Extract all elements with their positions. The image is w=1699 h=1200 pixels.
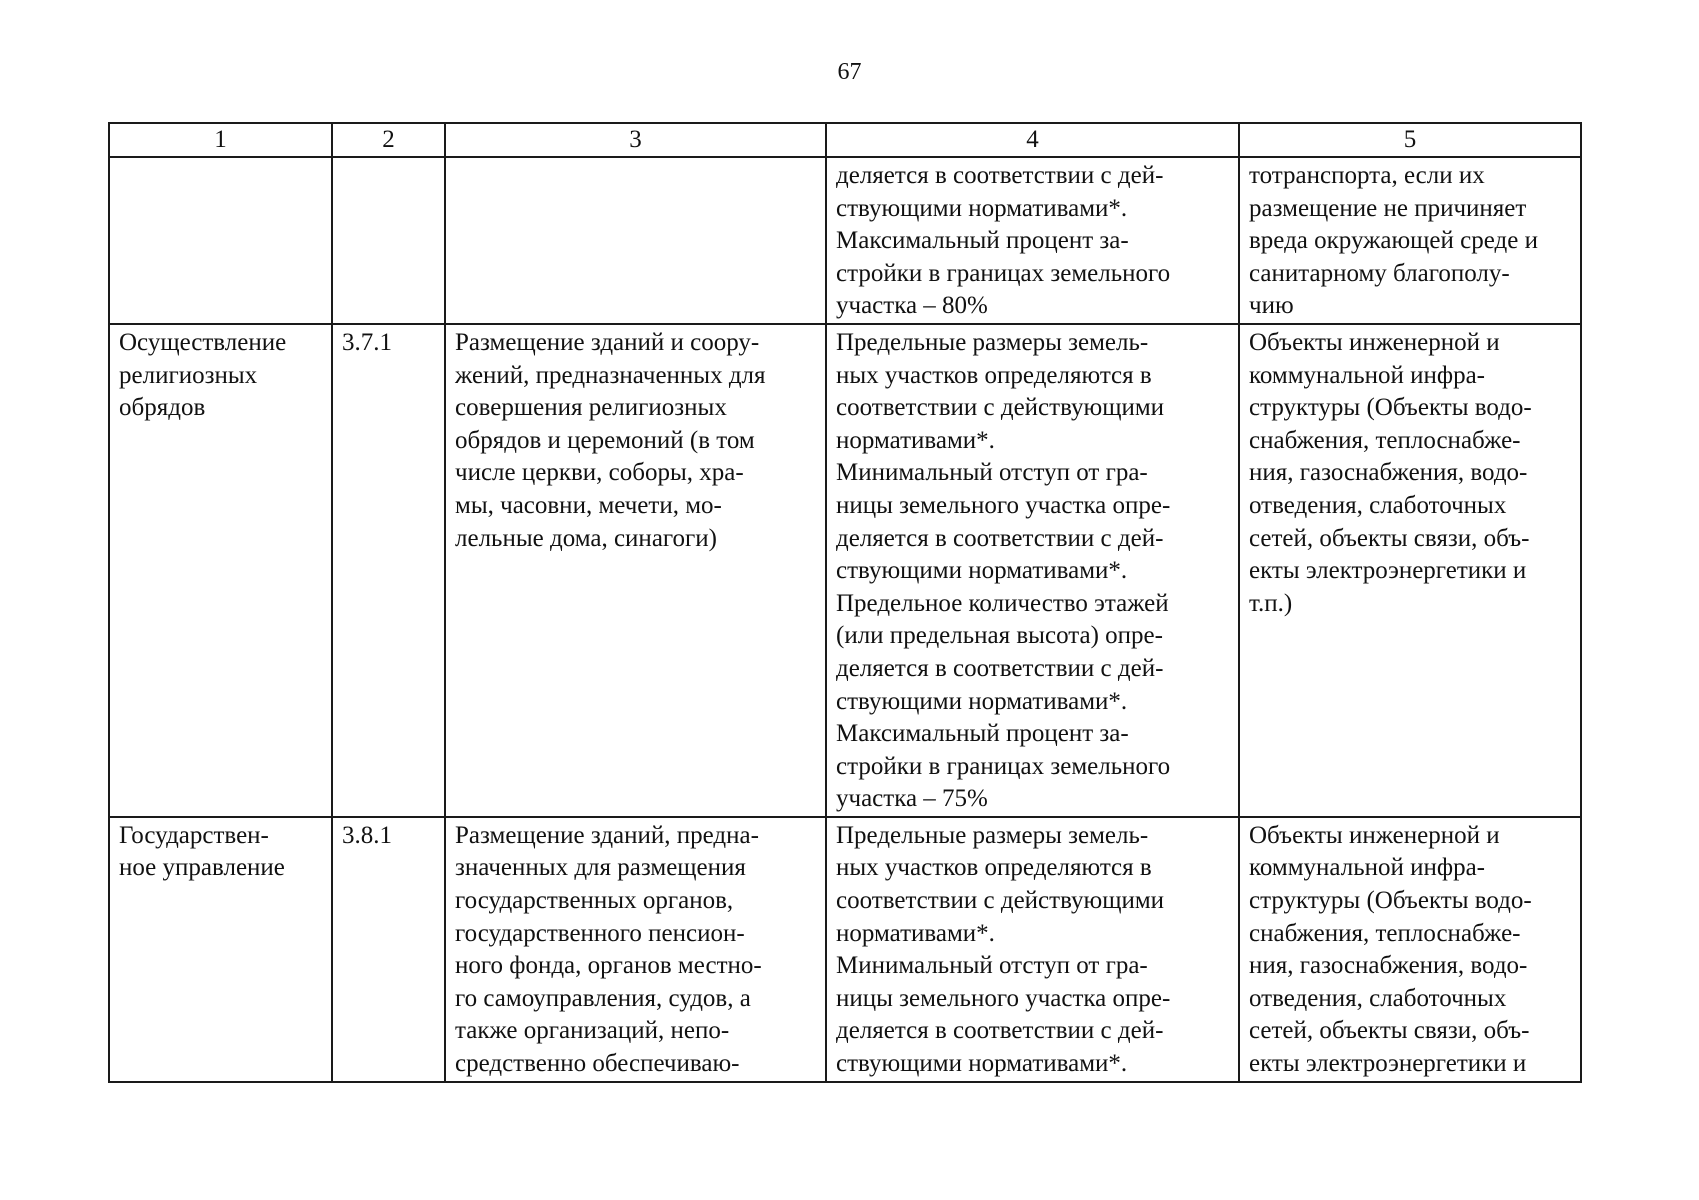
- land-use-description-cell: [445, 157, 826, 324]
- land-use-description-cell: Размещение зданий, предна- значенных для размещения государственных органов, государственного пенсион- ного фонда, органов местно- го самоуправления, судов, а также организаций, непо- средственно обеспечиваю-: [445, 817, 826, 1082]
- parameters-cell: деляется в соответствии с дей- ствующими нормативами*. Максимальный процент за- стройки в границах земельного участка – 80%: [826, 157, 1239, 324]
- land-use-code-cell: 3.8.1: [332, 817, 445, 1082]
- table-row: [109, 157, 1581, 324]
- page-number: 67: [837, 59, 862, 85]
- permitted-objects-cell: Объекты инженерной и коммунальной инфра- структуры (Объекты водо- снабжения, теплоснабже- ния, газоснабжения, водо- отведения, слаботочных сетей, объекты связи, объ- екты электроэнергетики и т.п.): [1239, 324, 1581, 817]
- land-use-name-cell: [109, 157, 332, 324]
- table-row: [109, 324, 1581, 817]
- land-use-table: [108, 122, 1582, 1083]
- land-use-code-cell: 3.7.1: [332, 324, 445, 817]
- column-header-1: 1: [109, 123, 332, 157]
- permitted-objects-cell: Объекты инженерной и коммунальной инфра- структуры (Объекты водо- снабжения, теплоснабже- ния, газоснабжения, водо- отведения, слаботочных сетей, объекты связи, объ- екты электроэнергетики и: [1239, 817, 1581, 1082]
- land-use-name-cell: Государствен- ное управление: [109, 817, 332, 1082]
- land-use-name-cell: Осуществление религиозных обрядов: [109, 324, 332, 817]
- table-header-row: [109, 123, 1581, 157]
- column-header-2: 2: [332, 123, 445, 157]
- table-row: [109, 817, 1581, 1082]
- permitted-objects-cell: тотранспорта, если их размещение не причиняет вреда окружающей среде и санитарному благополу- чию: [1239, 157, 1581, 324]
- parameters-cell: Предельные размеры земель- ных участков определяются в соответствии с действующими нормативами*. Минимальный отступ от гра- ницы земельного участка опре- деляется в соответствии с дей- ствующими нормативами*.: [826, 817, 1239, 1082]
- land-use-code-cell: [332, 157, 445, 324]
- parameters-cell: Предельные размеры земель- ных участков определяются в соответствии с действующими нормативами*. Минимальный отступ от гра- ницы земельного участка опре- деляется в соответствии с дей- ствующими нормативами*. Предельное количество этажей (или предельная высота) опре- деляется в соответствии с дей- ствующими нормативами*. Максимальный процент за- стройки в границах земельного участка – 75%: [826, 324, 1239, 817]
- land-use-description-cell: Размещение зданий и соору- жений, предназначенных для совершения религиозных обрядов и церемоний (в том числе церкви, соборы, хра- мы, часовни, мечети, мо- лельные дома, синагоги): [445, 324, 826, 817]
- column-header-4: 4: [826, 123, 1239, 157]
- column-header-5: 5: [1239, 123, 1581, 157]
- column-header-3: 3: [445, 123, 826, 157]
